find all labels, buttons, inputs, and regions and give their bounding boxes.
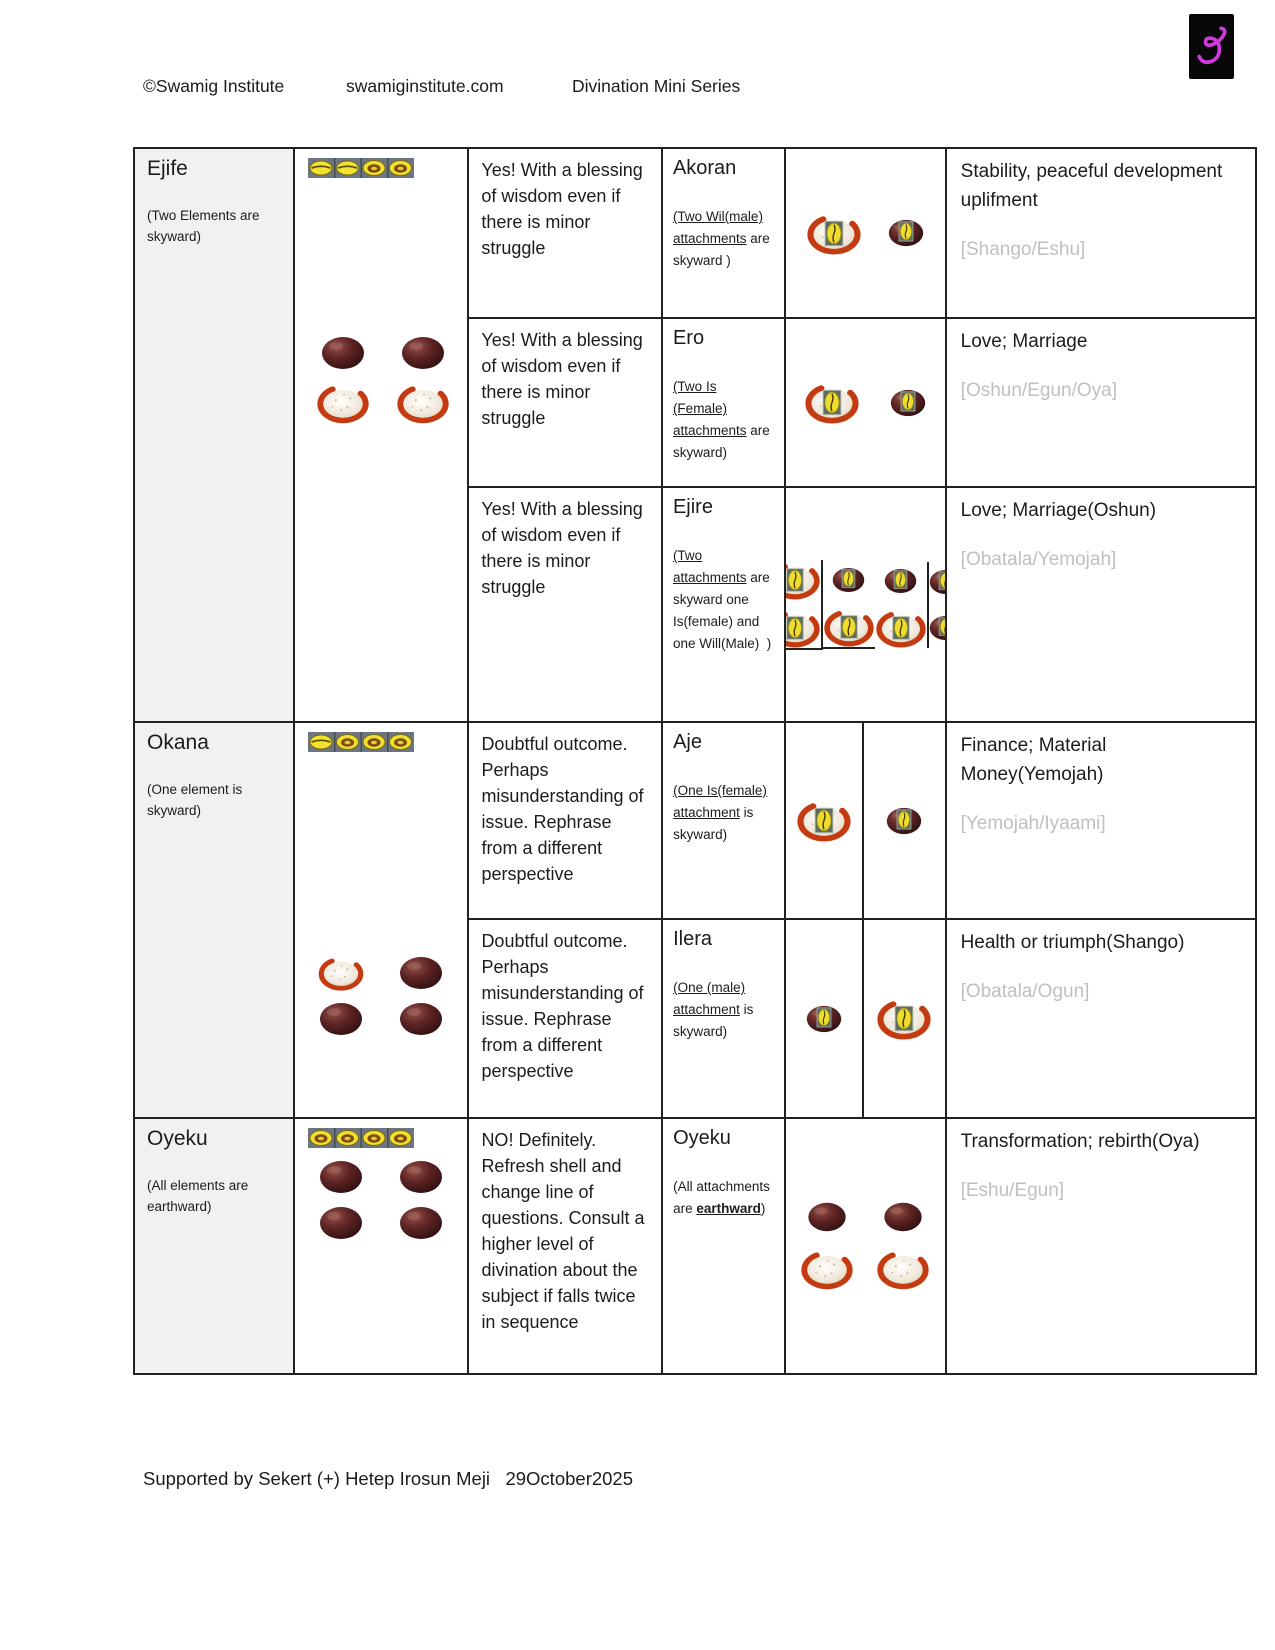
seed-cowrie-image [886, 801, 922, 841]
element-grid [315, 335, 451, 425]
seed-image [881, 1201, 925, 1233]
attachment-note: (One Is(female) attachment is skyward) [673, 783, 767, 842]
cowrie-strip-image [308, 1128, 414, 1148]
sign-column [663, 1119, 786, 1375]
sign-cell [663, 1119, 784, 1375]
orisha-text: [Oshun/Egun/Oya] [960, 380, 1117, 401]
sign-cell [663, 488, 784, 723]
table-row [135, 1119, 1257, 1375]
seed-image [399, 955, 443, 991]
copyright-text: ©Swamig Institute [143, 76, 285, 96]
website-text: swamiginstitute.com [346, 76, 504, 96]
cast-cell [786, 488, 945, 723]
table-row [135, 149, 1257, 723]
meaning-column [947, 723, 1257, 1119]
seed-cowrie-image [888, 213, 924, 253]
meaning-cell [947, 723, 1255, 920]
cast-cell [786, 723, 945, 920]
sign-name: Oyeku [673, 1127, 731, 1149]
cowrie-strip-image [308, 732, 414, 752]
orisha-text: [Shango/Eshu] [960, 239, 1086, 260]
pattern-name: Okana [147, 731, 209, 754]
seed-image [399, 1205, 443, 1241]
pattern-name-cell [135, 149, 295, 723]
seed-cowrie-image [890, 383, 926, 423]
meaning-text: Transformation; rebirth(Oya) [960, 1131, 1200, 1152]
open-shell-image [316, 381, 370, 425]
cast-column [786, 1119, 947, 1375]
cast-cell [786, 149, 945, 319]
element-grid [313, 1159, 449, 1241]
cast-column [786, 723, 947, 1119]
orisha-text: [Obatala/Yemojah] [960, 549, 1117, 570]
pattern-note: (One element is skyward) [147, 782, 243, 818]
outcome-cell: Yes! With a blessing of wisdom even if there is minor struggle [469, 488, 661, 723]
pattern-image-cell [295, 149, 470, 723]
cowrie-strip-image [308, 158, 414, 178]
brand-logo [1189, 14, 1234, 79]
seed-cowrie-image [929, 563, 945, 601]
seed-image [319, 1205, 363, 1241]
attachment-note: (Two Is (Female) attachments are skyward) [672, 379, 770, 460]
meaning-cell [947, 920, 1255, 1119]
pattern-name: Oyeku [147, 1127, 208, 1150]
meaning-cell [947, 1119, 1255, 1375]
cast-subcell [786, 920, 864, 1117]
open-shell-cowrie-image [796, 799, 852, 842]
open-shell-cowrie-image [875, 608, 927, 648]
open-shell-cowrie-image [804, 381, 860, 424]
pattern-image-cell [295, 723, 470, 1119]
element-grid [313, 955, 449, 1037]
meaning-cell [947, 319, 1255, 488]
sign-cell [663, 149, 784, 319]
seed-image [399, 1159, 443, 1195]
sign-cell [663, 723, 784, 920]
cast-subcell [864, 920, 945, 1117]
orisha-text: [Yemojah/Iyaami] [960, 813, 1106, 834]
seed-image [805, 1201, 849, 1233]
open-shell-cowrie-image [786, 608, 821, 648]
cast-cell [786, 1119, 945, 1375]
sign-name: Ero [672, 327, 705, 349]
outcome-cell: Doubtful outcome. Perhaps misunderstanding of issue. Rephrase from a different perspective [469, 723, 661, 920]
sign-name: Akoran [672, 157, 737, 179]
sign-cell [663, 319, 784, 488]
cast-quadrant [875, 562, 929, 648]
attachment-note: (One (male) attachment is skyward) [673, 980, 754, 1039]
open-shell-image [876, 1247, 930, 1291]
sign-name: Aje [673, 731, 702, 753]
meaning-text: Love; Marriage(Oshun) [960, 500, 1157, 521]
sign-name: Ilera [673, 928, 712, 950]
pattern-name-cell [135, 1119, 295, 1375]
open-shell-image [800, 1247, 854, 1291]
meaning-text: Love; Marriage [960, 331, 1088, 352]
seed-image [399, 1001, 443, 1037]
sign-name: Ejire [672, 496, 713, 518]
open-shell-image [315, 955, 367, 991]
seed-cowrie-image [884, 562, 917, 600]
pattern-name-cell [135, 723, 295, 1119]
attachment-note: (Two attachments are skyward one Is(female) and one Will(Male) ) [672, 548, 772, 651]
seed-cowrie-image [929, 609, 945, 647]
meaning-text: Finance; Material Money(Yemojah) [960, 735, 1107, 785]
open-shell-cowrie-image [806, 212, 862, 255]
footer-credit: Supported by Sekert (+) Hetep Irosun Meji 29October2025 [143, 1468, 634, 1489]
meaning-cell [947, 149, 1255, 319]
outcome-column [469, 149, 663, 723]
seed-image [401, 335, 445, 371]
cast-quadrant [786, 560, 823, 650]
sign-column [663, 149, 786, 723]
pattern-name: Ejife [147, 157, 188, 180]
sign-cell [663, 920, 784, 1119]
outcome-cell: Yes! With a blessing of wisdom even if there is minor struggle [469, 149, 661, 319]
cast-subcell [864, 723, 945, 918]
element-grid [797, 1201, 933, 1291]
orisha-text: [Eshu/Egun] [960, 1180, 1065, 1201]
open-shell-cowrie-image [876, 997, 932, 1040]
meaning-text: Stability, peaceful development uplifment [960, 161, 1223, 211]
open-shell-image [396, 381, 450, 425]
seed-image [319, 1159, 363, 1195]
seed-cowrie-image [806, 999, 842, 1039]
meaning-column [947, 1119, 1257, 1375]
outcome-cell: NO! Definitely. Refresh shell and change line of questions. Consult a higher level of divination about the subject if falls twice in sequence [469, 1119, 661, 1375]
meaning-text: Health or triumph(Shango) [960, 932, 1185, 953]
cast-column [786, 149, 947, 723]
outcome-column [469, 1119, 663, 1375]
outcome-column [469, 723, 663, 1119]
cast-quadrant [823, 561, 875, 649]
open-shell-cowrie-image [786, 560, 821, 600]
pattern-note: (Two Elements are skyward) [147, 208, 260, 244]
meaning-column [947, 149, 1257, 723]
cast-quadrant [929, 563, 945, 647]
orisha-text: [Obatala/Ogun] [960, 981, 1090, 1002]
seed-image [321, 335, 365, 371]
seed-cowrie-image [832, 561, 865, 599]
outcome-cell: Doubtful outcome. Perhaps misunderstanding of issue. Rephrase from a different perspective [469, 920, 661, 1119]
script-s-icon [1191, 17, 1232, 77]
series-title: Divination Mini Series [572, 76, 741, 96]
cast-cell [786, 920, 945, 1119]
attachment-note: (Two Wil(male) attachments are skyward ) [672, 209, 770, 268]
open-shell-cowrie-image [823, 607, 875, 647]
outcome-cell: Yes! With a blessing of wisdom even if there is minor struggle [469, 319, 661, 488]
pattern-image-cell [295, 1119, 470, 1375]
divination-table [133, 147, 1257, 1375]
table-row [135, 723, 1257, 1119]
cast-subcell [786, 723, 864, 918]
meaning-cell [947, 488, 1255, 723]
seed-image [319, 1001, 363, 1037]
pattern-note: (All elements are earthward) [147, 1178, 249, 1214]
cast-cell [786, 319, 945, 488]
sign-column [663, 723, 786, 1119]
attachment-note: (All attachments are earthward) [673, 1179, 770, 1216]
